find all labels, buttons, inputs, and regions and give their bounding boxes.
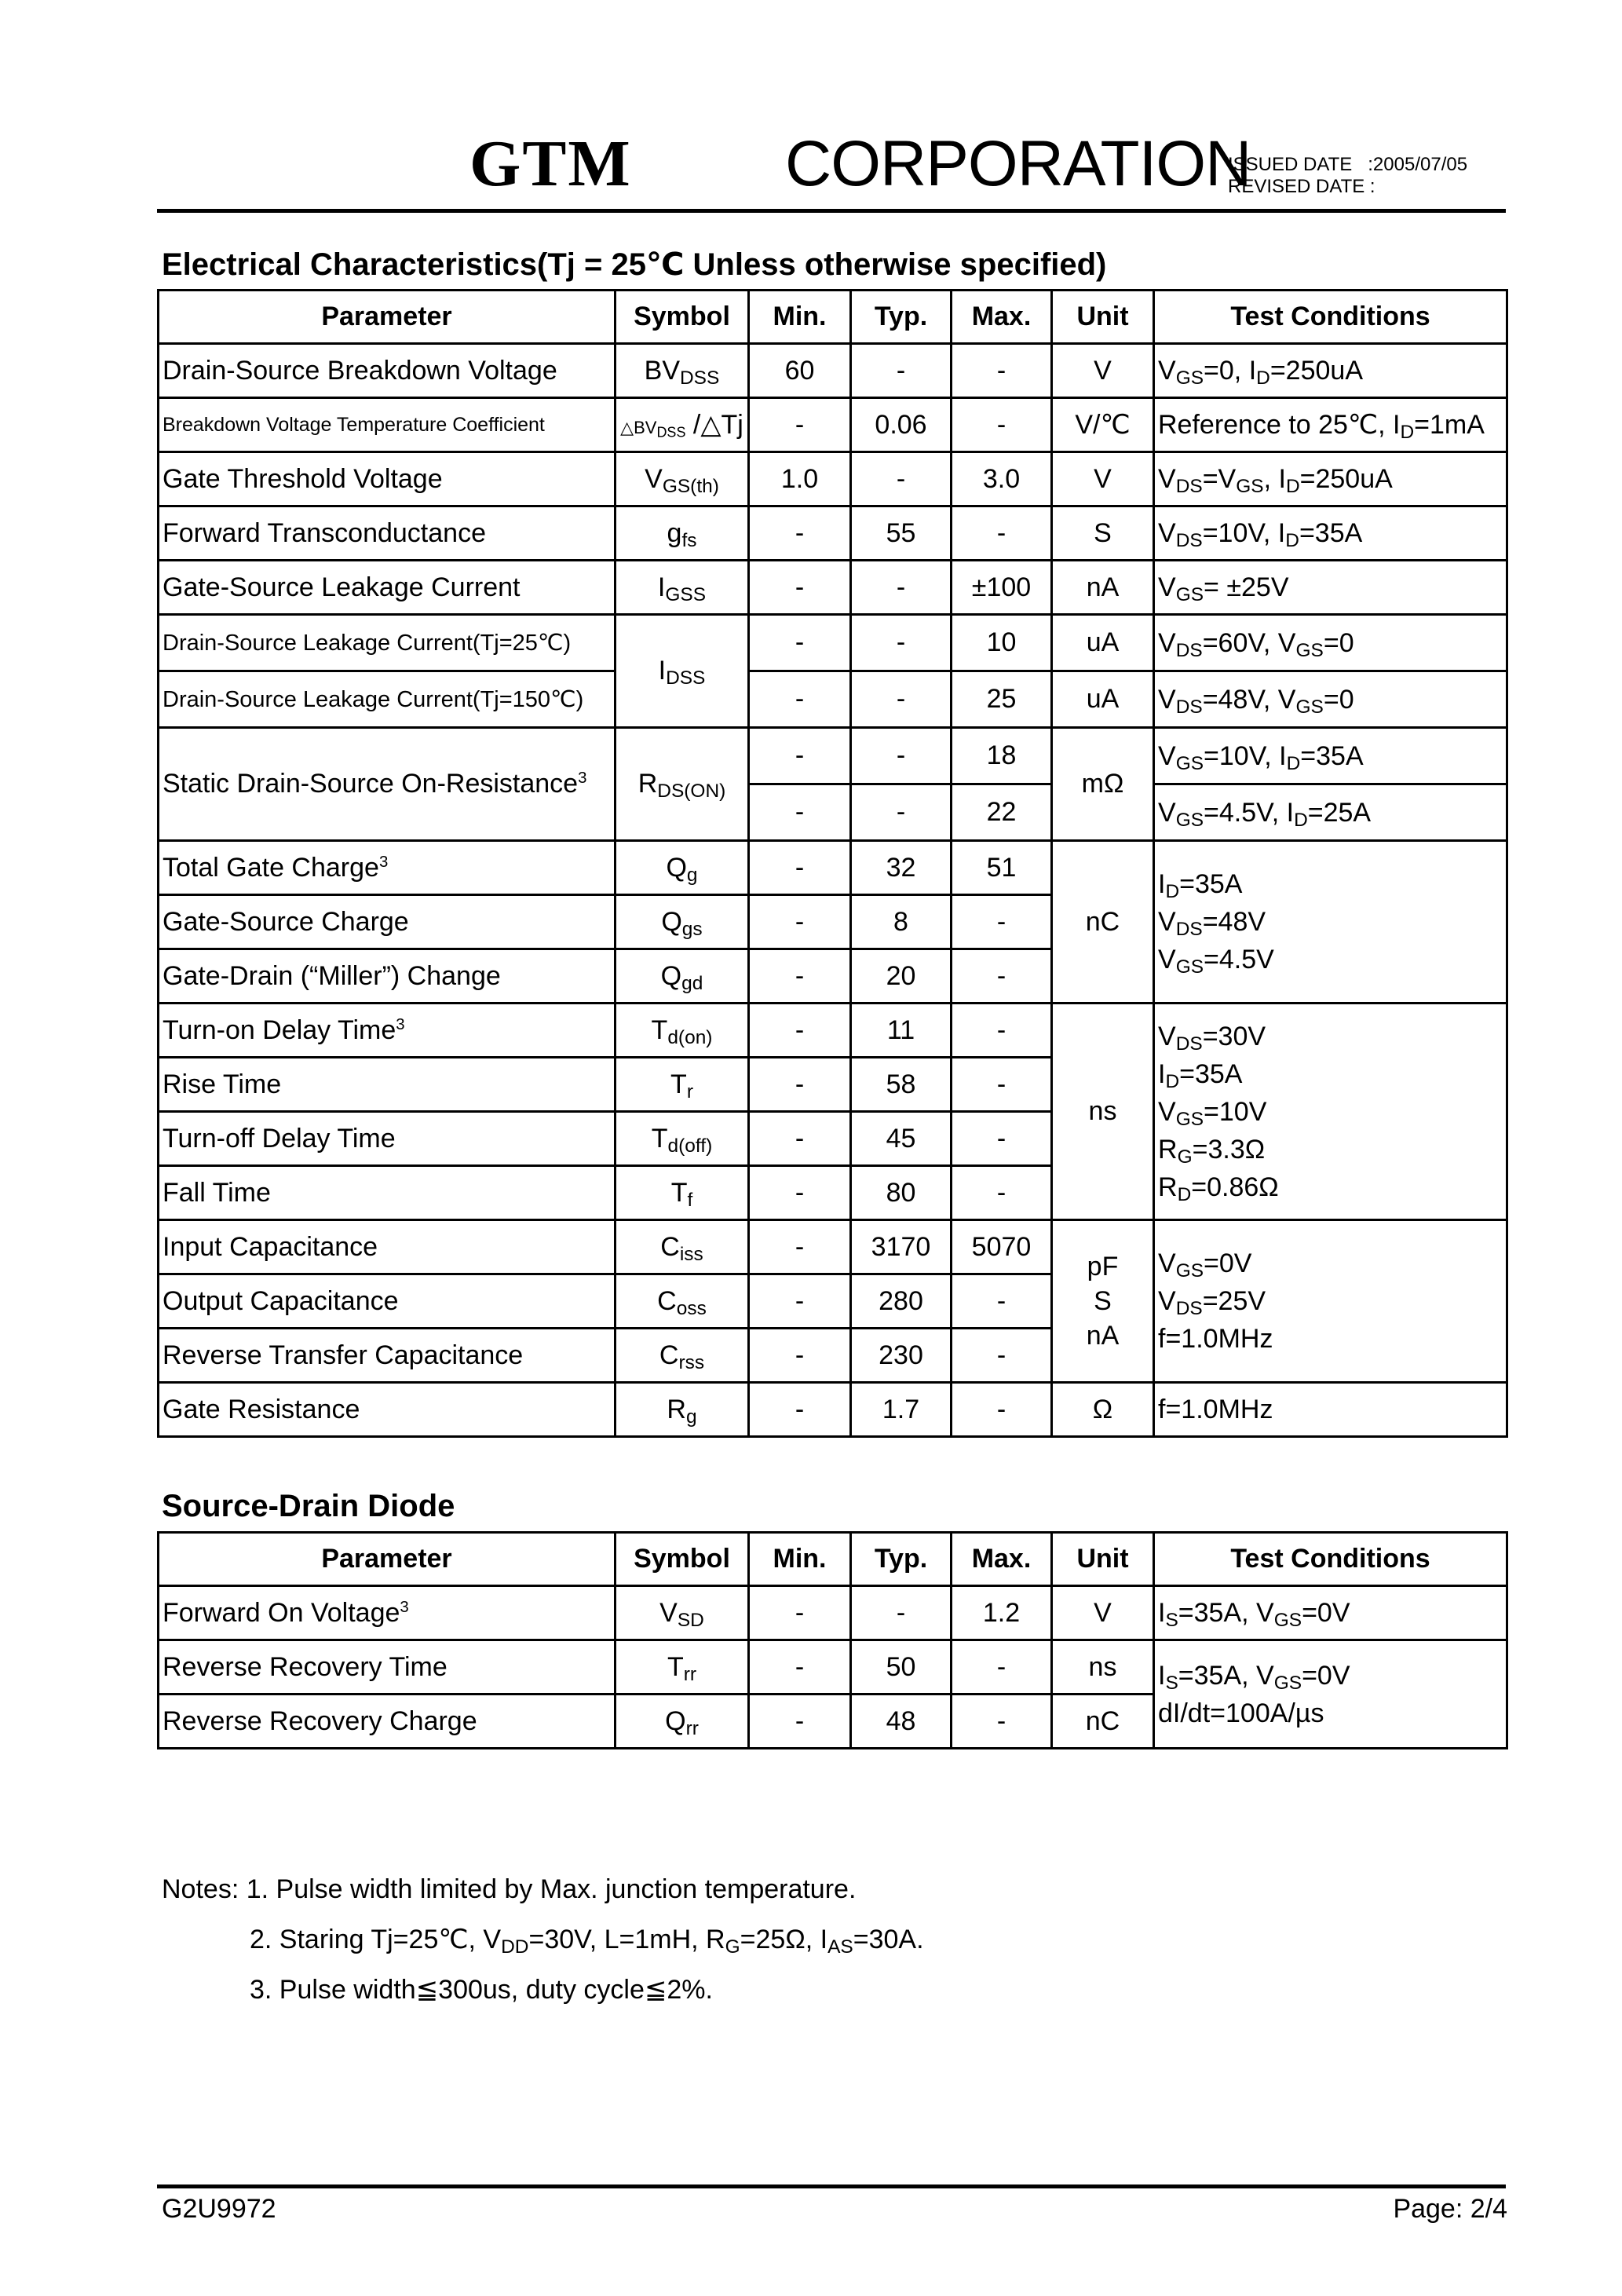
row-symbol: $I_{GSS}$	[616, 561, 749, 615]
row-typ: -	[851, 1586, 952, 1640]
row-unit: V/℃	[1052, 398, 1154, 452]
row-symbol: $Q_{gd}$	[616, 949, 749, 1004]
row-symbol: $T_f$	[616, 1166, 749, 1220]
row-typ: 8	[851, 895, 952, 949]
row-min: -	[749, 1004, 851, 1058]
row-symbol: $BV_{DSS}$	[616, 344, 749, 398]
row-typ: 1.7	[851, 1383, 952, 1437]
header-symbol: Symbol	[616, 291, 749, 344]
row-unit: uA	[1052, 615, 1154, 671]
header-parameter: Parameter	[159, 1533, 616, 1586]
row-max: -	[952, 895, 1052, 949]
row-test-condition: $V_{DS}=V_{GS}$, $I_D=250uA$	[1154, 452, 1507, 506]
row-parameter: Breakdown Voltage Temperature Coefficient	[159, 398, 616, 452]
electrical-section-title: Electrical Characteristics(Tj = 25℃ Unless otherwise specified)	[162, 247, 1107, 282]
row-max: 22	[952, 784, 1052, 841]
row-parameter: Drain-Source Leakage Current(Tj=25℃)	[159, 615, 616, 671]
row-parameter: Turn-off Delay Time	[159, 1112, 616, 1166]
row-typ: 80	[851, 1166, 952, 1220]
table-row	[159, 506, 1507, 561]
table-row	[159, 1640, 1507, 1695]
row-min: -	[749, 506, 851, 561]
row-max: -	[952, 1274, 1052, 1329]
row-min: -	[749, 841, 851, 895]
row-unit: nA	[1052, 561, 1154, 615]
row-min: 60	[749, 344, 851, 398]
table-row	[159, 615, 1507, 671]
header-max: Max.	[952, 1533, 1052, 1586]
table-row	[159, 671, 1507, 728]
row-min: -	[749, 1112, 851, 1166]
row-typ: 48	[851, 1695, 952, 1749]
electrical-table	[157, 289, 1508, 1438]
table-row	[159, 728, 1507, 784]
row-symbol: $T_{rr}$	[616, 1640, 749, 1695]
row-unit: pF S nA	[1052, 1220, 1154, 1383]
row-symbol: $g_{fs}$	[616, 506, 749, 561]
row-typ: 45	[851, 1112, 952, 1166]
table-row	[159, 452, 1507, 506]
row-parameter: Drain-Source Leakage Current(Tj=150℃)	[159, 671, 616, 728]
notes	[162, 1864, 924, 2015]
company-logo: GTM	[469, 127, 632, 200]
row-symbol: $Q_{rr}$	[616, 1695, 749, 1749]
row-parameter: Turn-on Delay Time$^3$	[159, 1004, 616, 1058]
row-symbol: $Q_{gs}$	[616, 895, 749, 949]
row-unit: V	[1052, 344, 1154, 398]
note-3: 3. Pulse width≦300us, duty cycle≦2%.	[250, 1975, 713, 2005]
header-typ: Typ.	[851, 291, 952, 344]
header-unit: Unit	[1052, 1533, 1154, 1586]
row-typ: 0.06	[851, 398, 952, 452]
table-row	[159, 1220, 1507, 1274]
row-unit: Ω	[1052, 1383, 1154, 1437]
row-max: -	[952, 1004, 1052, 1058]
row-max: -	[952, 1383, 1052, 1437]
row-typ: 20	[851, 949, 952, 1004]
table-header-row	[159, 1533, 1507, 1586]
row-symbol: $C_{oss}$	[616, 1274, 749, 1329]
row-parameter: Forward On Voltage$^3$	[159, 1586, 616, 1640]
row-min: -	[749, 561, 851, 615]
row-max: -	[952, 949, 1052, 1004]
row-typ: 55	[851, 506, 952, 561]
row-typ: -	[851, 344, 952, 398]
row-test-condition: $V_{GS}=4.5V$, $I_D=25A$	[1154, 784, 1507, 841]
table-row	[159, 398, 1507, 452]
table-row	[159, 1586, 1507, 1640]
diode-section-title: Source-Drain Diode	[162, 1489, 455, 1523]
row-parameter: Gate-Drain (“Miller”) Change	[159, 949, 616, 1004]
row-symbol: $V_{SD}$	[616, 1586, 749, 1640]
issued-date-line: ISSUED DATE :2005/07/05	[1228, 154, 1468, 175]
row-symbol: $T_r$	[616, 1058, 749, 1112]
header-min: Min.	[749, 1533, 851, 1586]
table-row	[159, 841, 1507, 895]
row-max: -	[952, 1166, 1052, 1220]
row-max: ±100	[952, 561, 1052, 615]
row-unit: ns	[1052, 1004, 1154, 1220]
row-parameter: Fall Time	[159, 1166, 616, 1220]
table-row	[159, 344, 1507, 398]
row-parameter: Total Gate Charge$^3$	[159, 841, 616, 895]
row-test-condition: $I_S=35A$, $V_{GS}=0V$	[1154, 1586, 1507, 1640]
row-max: -	[952, 506, 1052, 561]
row-min: -	[749, 1640, 851, 1695]
row-test-condition: f=1.0MHz	[1154, 1383, 1507, 1437]
row-min: -	[749, 784, 851, 841]
footer-rule	[157, 2184, 1506, 2188]
row-unit: uA	[1052, 671, 1154, 728]
row-test-condition: Reference to 25℃, $I_D=1mA$	[1154, 398, 1507, 452]
header-max: Max.	[952, 291, 1052, 344]
row-unit: V	[1052, 452, 1154, 506]
switching-test-conditions: $V_{DS}=30V$ $I_D=35A$ $V_{GS}=10V$ $R_G=3.3\Omega$ $R_D=0.86\Omega$	[1154, 1004, 1507, 1220]
row-max: -	[952, 1329, 1052, 1383]
note-1: Notes: 1. Pulse width limited by Max. junction temperature.	[162, 1874, 857, 1904]
header-symbol: Symbol	[616, 1533, 749, 1586]
row-test-condition: $V_{GS}= \pm 25V$	[1154, 561, 1507, 615]
row-parameter: Output Capacitance	[159, 1274, 616, 1329]
row-typ: -	[851, 728, 952, 784]
row-test-condition: $V_{DS}=60V$, $V_{GS}=0$	[1154, 615, 1507, 671]
row-max: -	[952, 344, 1052, 398]
row-symbol: $R_g$	[616, 1383, 749, 1437]
row-test-condition: $V_{DS}=10V$, $I_D=35A$	[1154, 506, 1507, 561]
table-row	[159, 1383, 1507, 1437]
row-test-condition: $V_{GS}=10V$, $I_D=35A$	[1154, 728, 1507, 784]
row-min: -	[749, 398, 851, 452]
capacitance-test-conditions: $V_{GS}=0V$ $V_{DS}=25V$ f=1.0MHz	[1154, 1220, 1507, 1383]
row-symbol: $\triangle BV_{DSS}$ /△Tj	[616, 398, 749, 452]
row-min: -	[749, 949, 851, 1004]
row-parameter: Reverse Transfer Capacitance	[159, 1329, 616, 1383]
row-typ: -	[851, 452, 952, 506]
row-test-condition: $V_{GS}=0$, $I_D=250uA$	[1154, 344, 1507, 398]
row-parameter: Gate-Source Charge	[159, 895, 616, 949]
row-parameter: Gate Resistance	[159, 1383, 616, 1437]
row-max: 1.2	[952, 1586, 1052, 1640]
row-symbol: $C_{rss}$	[616, 1329, 749, 1383]
row-min: -	[749, 1166, 851, 1220]
row-max: 10	[952, 615, 1052, 671]
row-max: 25	[952, 671, 1052, 728]
row-min: -	[749, 1220, 851, 1274]
row-parameter: Reverse Recovery Time	[159, 1640, 616, 1695]
table-header-row	[159, 291, 1507, 344]
table-row	[159, 561, 1507, 615]
row-typ: 3170	[851, 1220, 952, 1274]
row-test-condition: $V_{DS}=48V$, $V_{GS}=0$	[1154, 671, 1507, 728]
header-typ: Typ.	[851, 1533, 952, 1586]
row-typ: 50	[851, 1640, 952, 1695]
revised-date-line: REVISED DATE :	[1228, 176, 1375, 197]
note-2: 2. Staring Tj=25℃, $V_{DD}=30V$, L=1mH, $R_G=25\Omega$, $I_{AS}=30A$.	[250, 1925, 924, 1958]
row-min: -	[749, 895, 851, 949]
row-max: -	[952, 1695, 1052, 1749]
row-unit: mΩ	[1052, 728, 1154, 841]
header-unit: Unit	[1052, 291, 1154, 344]
company-name: CORPORATION	[785, 128, 1251, 199]
row-symbol: $Q_g$	[616, 841, 749, 895]
row-max: -	[952, 1640, 1052, 1695]
row-min: -	[749, 615, 851, 671]
row-max: 18	[952, 728, 1052, 784]
table-row	[159, 1004, 1507, 1058]
row-symbol: $I_{DSS}$	[616, 615, 749, 728]
row-unit: S	[1052, 506, 1154, 561]
row-unit: V	[1052, 1586, 1154, 1640]
row-symbol: $T_{d(on)}$	[616, 1004, 749, 1058]
header-rule	[157, 209, 1506, 213]
row-max: -	[952, 1058, 1052, 1112]
row-unit: nC	[1052, 841, 1154, 1004]
diode-table	[157, 1531, 1508, 1749]
row-typ: 11	[851, 1004, 952, 1058]
row-max: 5070	[952, 1220, 1052, 1274]
issued-date-value: :2005/07/05	[1368, 154, 1468, 175]
row-parameter: Static Drain-Source On-Resistance$^3$	[159, 728, 616, 841]
row-parameter: Input Capacitance	[159, 1220, 616, 1274]
header-test-conditions: Test Conditions	[1154, 1533, 1507, 1586]
row-min: -	[749, 728, 851, 784]
row-parameter: Drain-Source Breakdown Voltage	[159, 344, 616, 398]
row-typ: -	[851, 615, 952, 671]
row-parameter: Rise Time	[159, 1058, 616, 1112]
row-min: -	[749, 1383, 851, 1437]
row-min: -	[749, 1058, 851, 1112]
row-min: -	[749, 671, 851, 728]
row-min: 1.0	[749, 452, 851, 506]
document-id: G2U9972	[162, 2194, 276, 2224]
row-min: -	[749, 1586, 851, 1640]
row-symbol: $V_{GS(th)}$	[616, 452, 749, 506]
header-min: Min.	[749, 291, 851, 344]
row-typ: -	[851, 671, 952, 728]
row-typ: 58	[851, 1058, 952, 1112]
row-min: -	[749, 1274, 851, 1329]
row-max: 3.0	[952, 452, 1052, 506]
issue-dates	[1228, 154, 1467, 198]
row-typ: 280	[851, 1274, 952, 1329]
row-typ: -	[851, 561, 952, 615]
row-min: -	[749, 1695, 851, 1749]
row-parameter: Gate Threshold Voltage	[159, 452, 616, 506]
row-parameter: Gate-Source Leakage Current	[159, 561, 616, 615]
row-symbol: $R_{DS(ON)}$	[616, 728, 749, 841]
row-symbol: $C_{iss}$	[616, 1220, 749, 1274]
row-typ: -	[851, 784, 952, 841]
header-test-conditions: Test Conditions	[1154, 291, 1507, 344]
row-min: -	[749, 1329, 851, 1383]
charge-test-conditions: $I_D=35A$ $V_{DS}=48V$ $V_{GS}=4.5V$	[1154, 841, 1507, 1004]
row-max: -	[952, 398, 1052, 452]
row-max: 51	[952, 841, 1052, 895]
recovery-test-conditions: $I_S=35A$, $V_{GS}=0V$ dI/dt=100A/µs	[1154, 1640, 1507, 1749]
row-symbol: $T_{d(off)}$	[616, 1112, 749, 1166]
row-parameter: Reverse Recovery Charge	[159, 1695, 616, 1749]
row-parameter: Forward Transconductance	[159, 506, 616, 561]
header-parameter: Parameter	[159, 291, 616, 344]
row-max: -	[952, 1112, 1052, 1166]
row-unit: nC	[1052, 1695, 1154, 1749]
row-typ: 32	[851, 841, 952, 895]
row-unit: ns	[1052, 1640, 1154, 1695]
page-number: Page: 2/4	[1393, 2194, 1507, 2224]
row-typ: 230	[851, 1329, 952, 1383]
